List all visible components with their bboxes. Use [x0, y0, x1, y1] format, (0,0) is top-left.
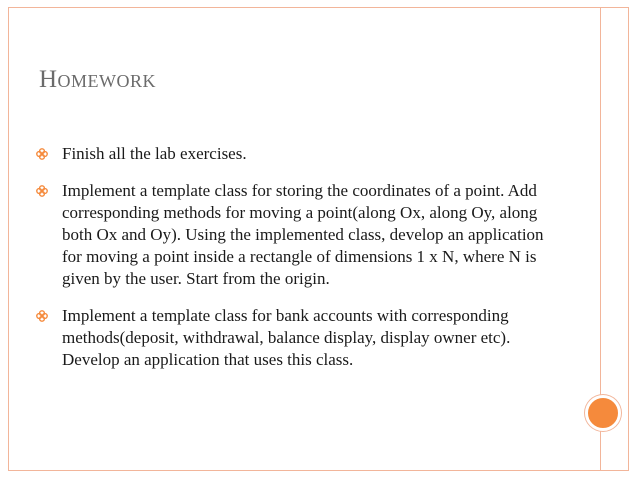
quatrefoil-bullet-icon [36, 148, 48, 160]
orange-circle-decoration [585, 395, 621, 431]
bullet-item [36, 143, 566, 165]
bullet-item [36, 305, 566, 371]
bullet-list [36, 143, 566, 386]
quatrefoil-bullet-icon [36, 310, 48, 322]
bullet-item [36, 180, 566, 290]
bullet-text: Implement a template class for storing the coordinates of a point. Add corresponding methods for moving a point(along Ox, along Oy, along both Ox and Oy). Using the implemented class, develop an application for moving a point inside a rectangle of dimensions 1 x N, where N is given by the user. Start from the origin. [62, 181, 544, 288]
quatrefoil-bullet-icon [36, 185, 48, 197]
bullet-text: Implement a template class for bank accounts with corresponding methods(deposit, withdrawal, balance display, display owner etc). Develop an application that uses this class. [62, 306, 511, 369]
bullet-text: Finish all the lab exercises. [62, 144, 247, 163]
slide-title: Homework [39, 66, 157, 93]
